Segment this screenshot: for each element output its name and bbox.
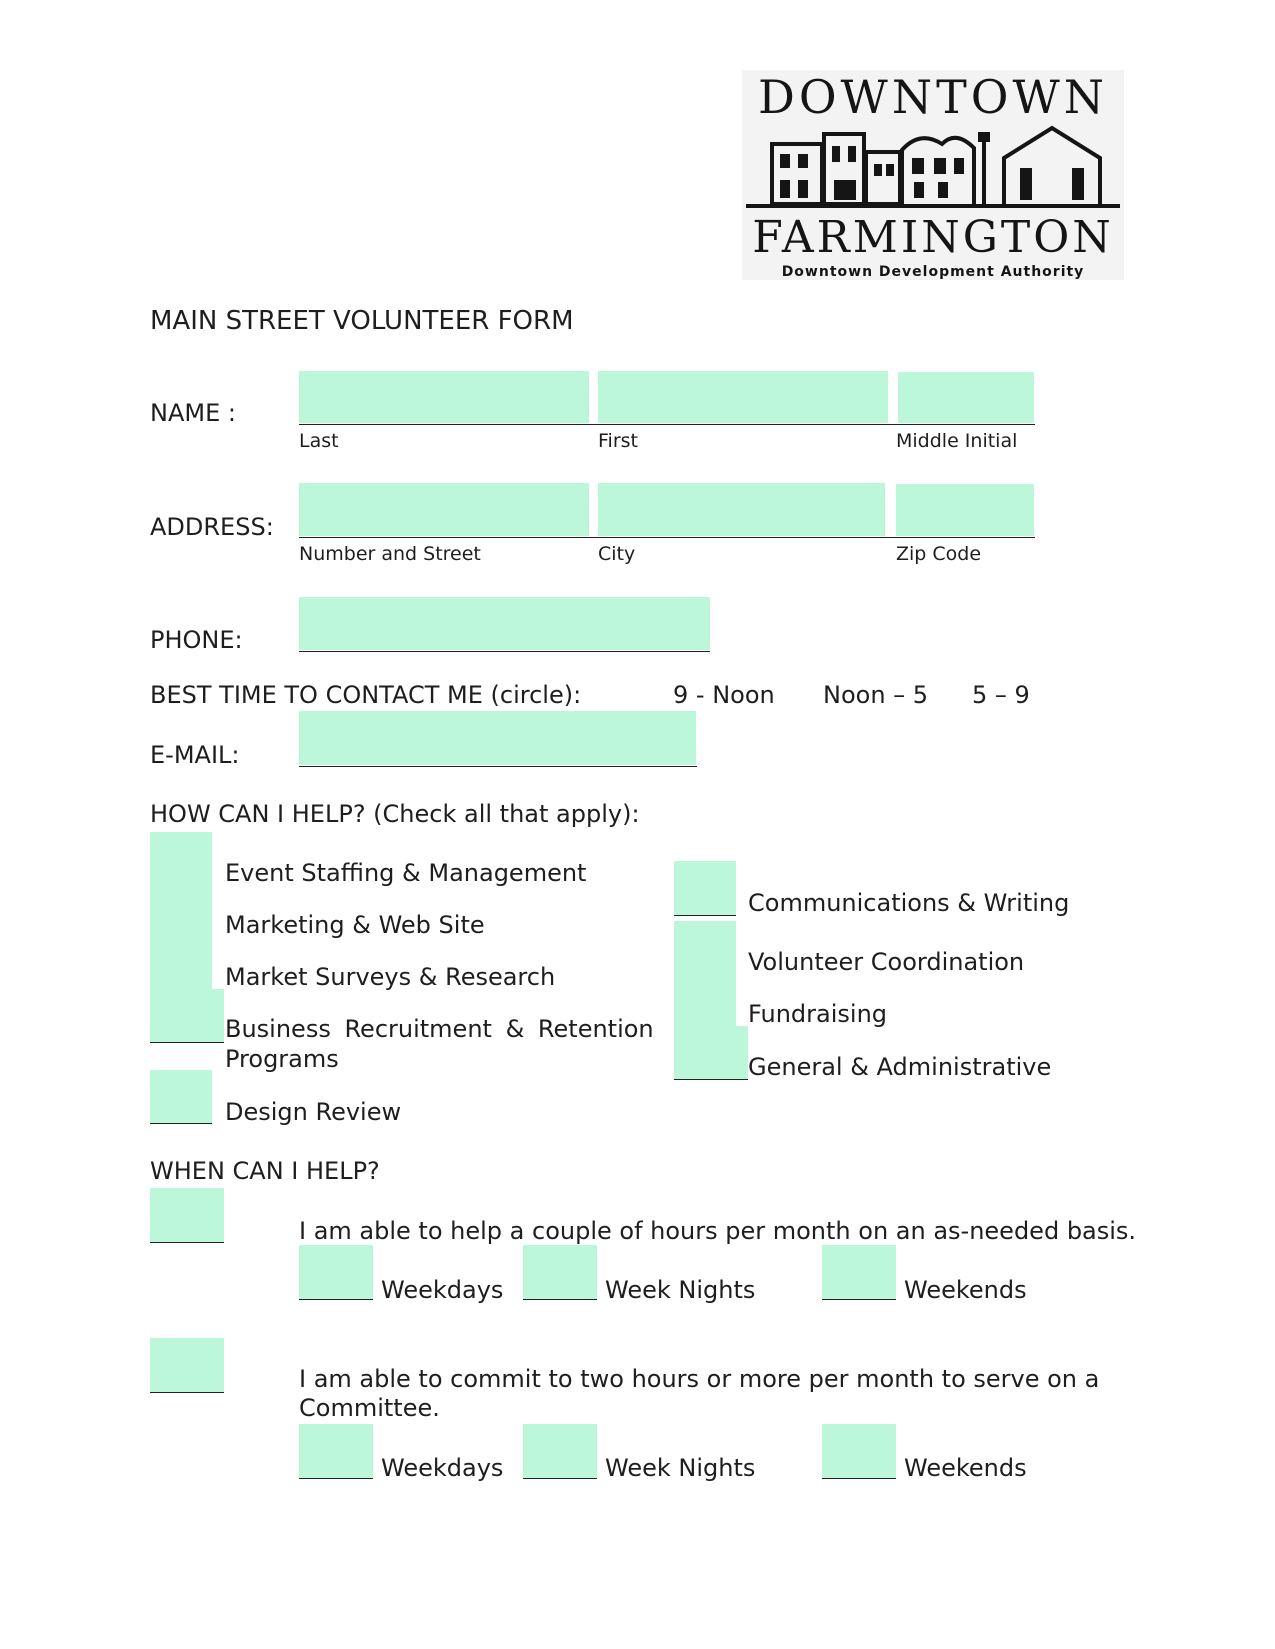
committee-label-line-1: I am able to commit to two hours or more per month to serve on a xyxy=(299,1365,1100,1393)
last-name-caption: Last xyxy=(299,430,339,452)
logo-line-3: Downtown Development Authority xyxy=(781,264,1085,280)
general-administrative-checkbox[interactable] xyxy=(674,1026,748,1080)
committee-weekends-label: Weekends xyxy=(904,1454,1027,1482)
communications-label: Communications & Writing xyxy=(748,889,1070,917)
event-staffing-checkbox[interactable] xyxy=(150,832,212,887)
logo-line-2: FARMINGTON xyxy=(752,212,1114,263)
business-recruitment-label-wrap: Programs xyxy=(225,1045,339,1073)
email-label: E-MAIL: xyxy=(150,741,240,769)
committee-weekdays-label: Weekdays xyxy=(381,1454,504,1482)
email-underline xyxy=(299,766,697,767)
business-recruitment-label: Business Recruitment & Retention xyxy=(225,1015,654,1043)
first-name-input[interactable] xyxy=(598,371,888,423)
committee-weeknights-checkbox[interactable] xyxy=(523,1424,597,1479)
communications-checkbox[interactable] xyxy=(674,861,736,916)
marketing-checkbox[interactable] xyxy=(150,884,212,938)
as-needed-weekends-checkbox[interactable] xyxy=(822,1245,896,1300)
middle-initial-input[interactable] xyxy=(898,372,1034,423)
marketing-label: Marketing & Web Site xyxy=(225,911,485,939)
committee-weekdays-checkbox[interactable] xyxy=(299,1424,373,1479)
committee-label-line-2: Committee. xyxy=(299,1394,440,1422)
general-administrative-label: General & Administrative xyxy=(748,1053,1052,1081)
help-heading: HOW CAN I HELP? (Check all that apply): xyxy=(150,800,640,828)
city-input[interactable] xyxy=(598,483,885,536)
event-staffing-label: Event Staffing & Management xyxy=(225,859,587,887)
market-surveys-label: Market Surveys & Research xyxy=(225,963,556,991)
as-needed-weekends-label: Weekends xyxy=(904,1276,1027,1304)
last-name-input[interactable] xyxy=(299,371,589,423)
as-needed-weekdays-label: Weekdays xyxy=(381,1276,504,1304)
address-label: ADDRESS: xyxy=(150,513,274,541)
contact-time-evening[interactable]: 5 – 9 xyxy=(972,681,1030,709)
fundraising-checkbox[interactable] xyxy=(674,974,736,1027)
as-needed-weeknights-label: Week Nights xyxy=(605,1276,756,1304)
logo-line-1: DOWNTOWN xyxy=(757,70,1109,124)
when-heading: WHEN CAN I HELP? xyxy=(150,1157,380,1185)
committee-weeknights-label: Week Nights xyxy=(605,1454,756,1482)
as-needed-label: I am able to help a couple of hours per month on an as-needed basis. xyxy=(299,1217,1137,1245)
phone-underline xyxy=(299,651,710,652)
volunteer-coordination-checkbox[interactable] xyxy=(674,921,736,975)
as-needed-checkbox[interactable] xyxy=(150,1188,224,1243)
street-input[interactable] xyxy=(299,483,589,536)
zip-code-input[interactable] xyxy=(896,484,1034,536)
street-caption: Number and Street xyxy=(299,543,481,565)
form-title: MAIN STREET VOLUNTEER FORM xyxy=(150,306,574,336)
design-review-label: Design Review xyxy=(225,1098,402,1126)
as-needed-weekdays-checkbox[interactable] xyxy=(299,1245,373,1300)
business-recruitment-checkbox[interactable] xyxy=(150,989,224,1043)
committee-weekends-checkbox[interactable] xyxy=(822,1424,896,1479)
fundraising-label: Fundraising xyxy=(748,1000,888,1028)
phone-input[interactable] xyxy=(299,597,710,650)
as-needed-weeknights-checkbox[interactable] xyxy=(523,1245,597,1300)
phone-label: PHONE: xyxy=(150,626,243,654)
email-input[interactable] xyxy=(299,711,696,765)
market-surveys-checkbox[interactable] xyxy=(150,937,212,990)
name-underline xyxy=(299,424,1035,425)
city-caption: City xyxy=(598,543,636,565)
downtown-farmington-logo xyxy=(742,70,1124,280)
committee-checkbox[interactable] xyxy=(150,1338,224,1393)
zip-code-caption: Zip Code xyxy=(896,543,982,565)
middle-initial-caption: Middle Initial xyxy=(896,430,1018,452)
contact-time-afternoon[interactable]: Noon – 5 xyxy=(823,681,929,709)
design-review-checkbox[interactable] xyxy=(150,1070,212,1124)
address-underline xyxy=(299,537,1035,538)
name-label: NAME : xyxy=(150,399,236,427)
first-name-caption: First xyxy=(598,430,638,452)
volunteer-coordination-label: Volunteer Coordination xyxy=(748,948,1025,976)
contact-time-label: BEST TIME TO CONTACT ME (circle): xyxy=(150,681,582,709)
contact-time-morning[interactable]: 9 - Noon xyxy=(673,681,775,709)
downtown-skyline-icon xyxy=(742,124,1124,214)
